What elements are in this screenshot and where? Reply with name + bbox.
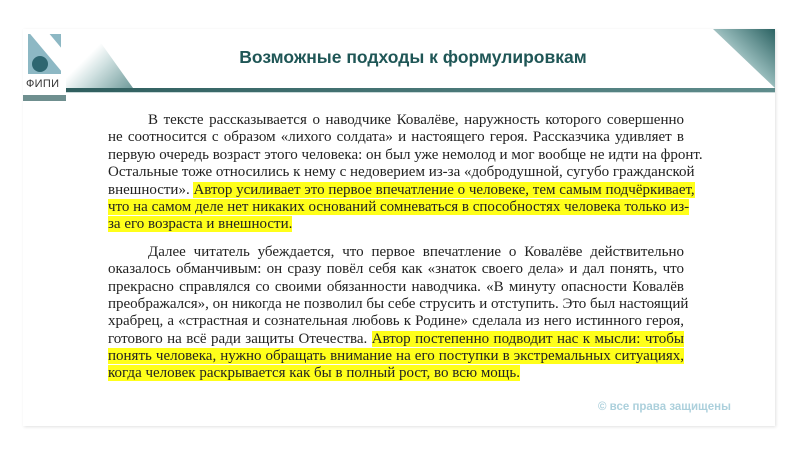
text-line bbox=[108, 295, 689, 313]
text-line bbox=[108, 216, 684, 233]
paragraph bbox=[108, 112, 703, 234]
plain-text: первую очередь возраст этого человека: он был уже немолод и мог вообще не идти на фронт. bbox=[108, 146, 703, 163]
text-line bbox=[108, 198, 690, 216]
text-line bbox=[108, 129, 684, 146]
text-line bbox=[108, 164, 695, 181]
highlighted-text: когда человек раскрывается как бы в полный рост, во всю мощь. bbox=[108, 365, 520, 382]
plain-text: прекрасно справлялся со своими обязанности наводчика. «В минуту опасности Ковалёв bbox=[108, 278, 684, 295]
copyright-notice: © все права защищены bbox=[598, 401, 731, 413]
logo-text: ФИПИ bbox=[26, 78, 60, 90]
plain-text: Остальные тоже относились к нему с недоверием из-за «добродушной, сугубо гражданской bbox=[108, 164, 695, 181]
text-line bbox=[108, 313, 684, 330]
header-rule-shadow bbox=[61, 92, 775, 93]
text-line bbox=[108, 244, 684, 261]
plain-text: В тексте рассказывается о наводчике Ковалёве, наружность которого совершенно bbox=[148, 112, 684, 128]
text-line bbox=[108, 261, 684, 278]
plain-text: оказалось обманчивым: он сразу повёл себя как «знаток своего дела» и дал понять, что bbox=[108, 261, 684, 278]
plain-text: внешности». bbox=[108, 181, 194, 198]
plain-text: не соотносится с образом «лихого солдата» и настоящего героя. Рассказчика удивляет в bbox=[108, 129, 684, 146]
text-line bbox=[108, 331, 684, 348]
text-line bbox=[108, 279, 684, 296]
highlighted-text: Автор постепенно подводит нас к мысли: чтобы bbox=[371, 330, 684, 347]
text-line bbox=[108, 181, 695, 199]
highlighted-text: понять человека, нужно обращать внимание на его поступки в экстремальных ситуациях, bbox=[108, 348, 684, 365]
logo-mark-icon bbox=[28, 34, 61, 74]
body-text bbox=[108, 112, 703, 383]
highlighted-text: что на самом деле нет никаких оснований сомневаться в способностях человека только из- bbox=[108, 198, 690, 215]
plain-text: храбрец, а «страстная и сознательная любовь к Родине» сделала из него истинного героя, bbox=[108, 313, 684, 330]
plain-text: преображался», он никогда не позволил бы себе струсить и отступить. Это был настоящий bbox=[108, 295, 689, 312]
fipi-logo bbox=[23, 29, 66, 101]
text-line bbox=[108, 348, 684, 365]
header-decoration-left bbox=[63, 29, 133, 88]
paragraph-gap bbox=[108, 234, 684, 244]
header-decoration-right bbox=[713, 29, 775, 88]
text-line bbox=[108, 365, 684, 382]
highlighted-text: Автор усиливает это первое впечатление о человеке, тем самым подчёркивает, bbox=[193, 181, 695, 198]
paragraph bbox=[108, 243, 689, 383]
text-line bbox=[108, 112, 684, 129]
plain-text: готового на всё ради защиты Отечества. bbox=[108, 330, 372, 347]
text-line bbox=[108, 146, 703, 164]
plain-text: Далее читатель убеждается, что первое впечатление о Ковалёве действительно bbox=[148, 243, 684, 260]
highlighted-text: за его возраста и внешности. bbox=[108, 216, 293, 233]
slide bbox=[23, 29, 775, 426]
page-title: Возможные подходы к формулировкам bbox=[239, 47, 587, 67]
logo-base bbox=[23, 95, 66, 101]
slide-header bbox=[23, 29, 775, 91]
